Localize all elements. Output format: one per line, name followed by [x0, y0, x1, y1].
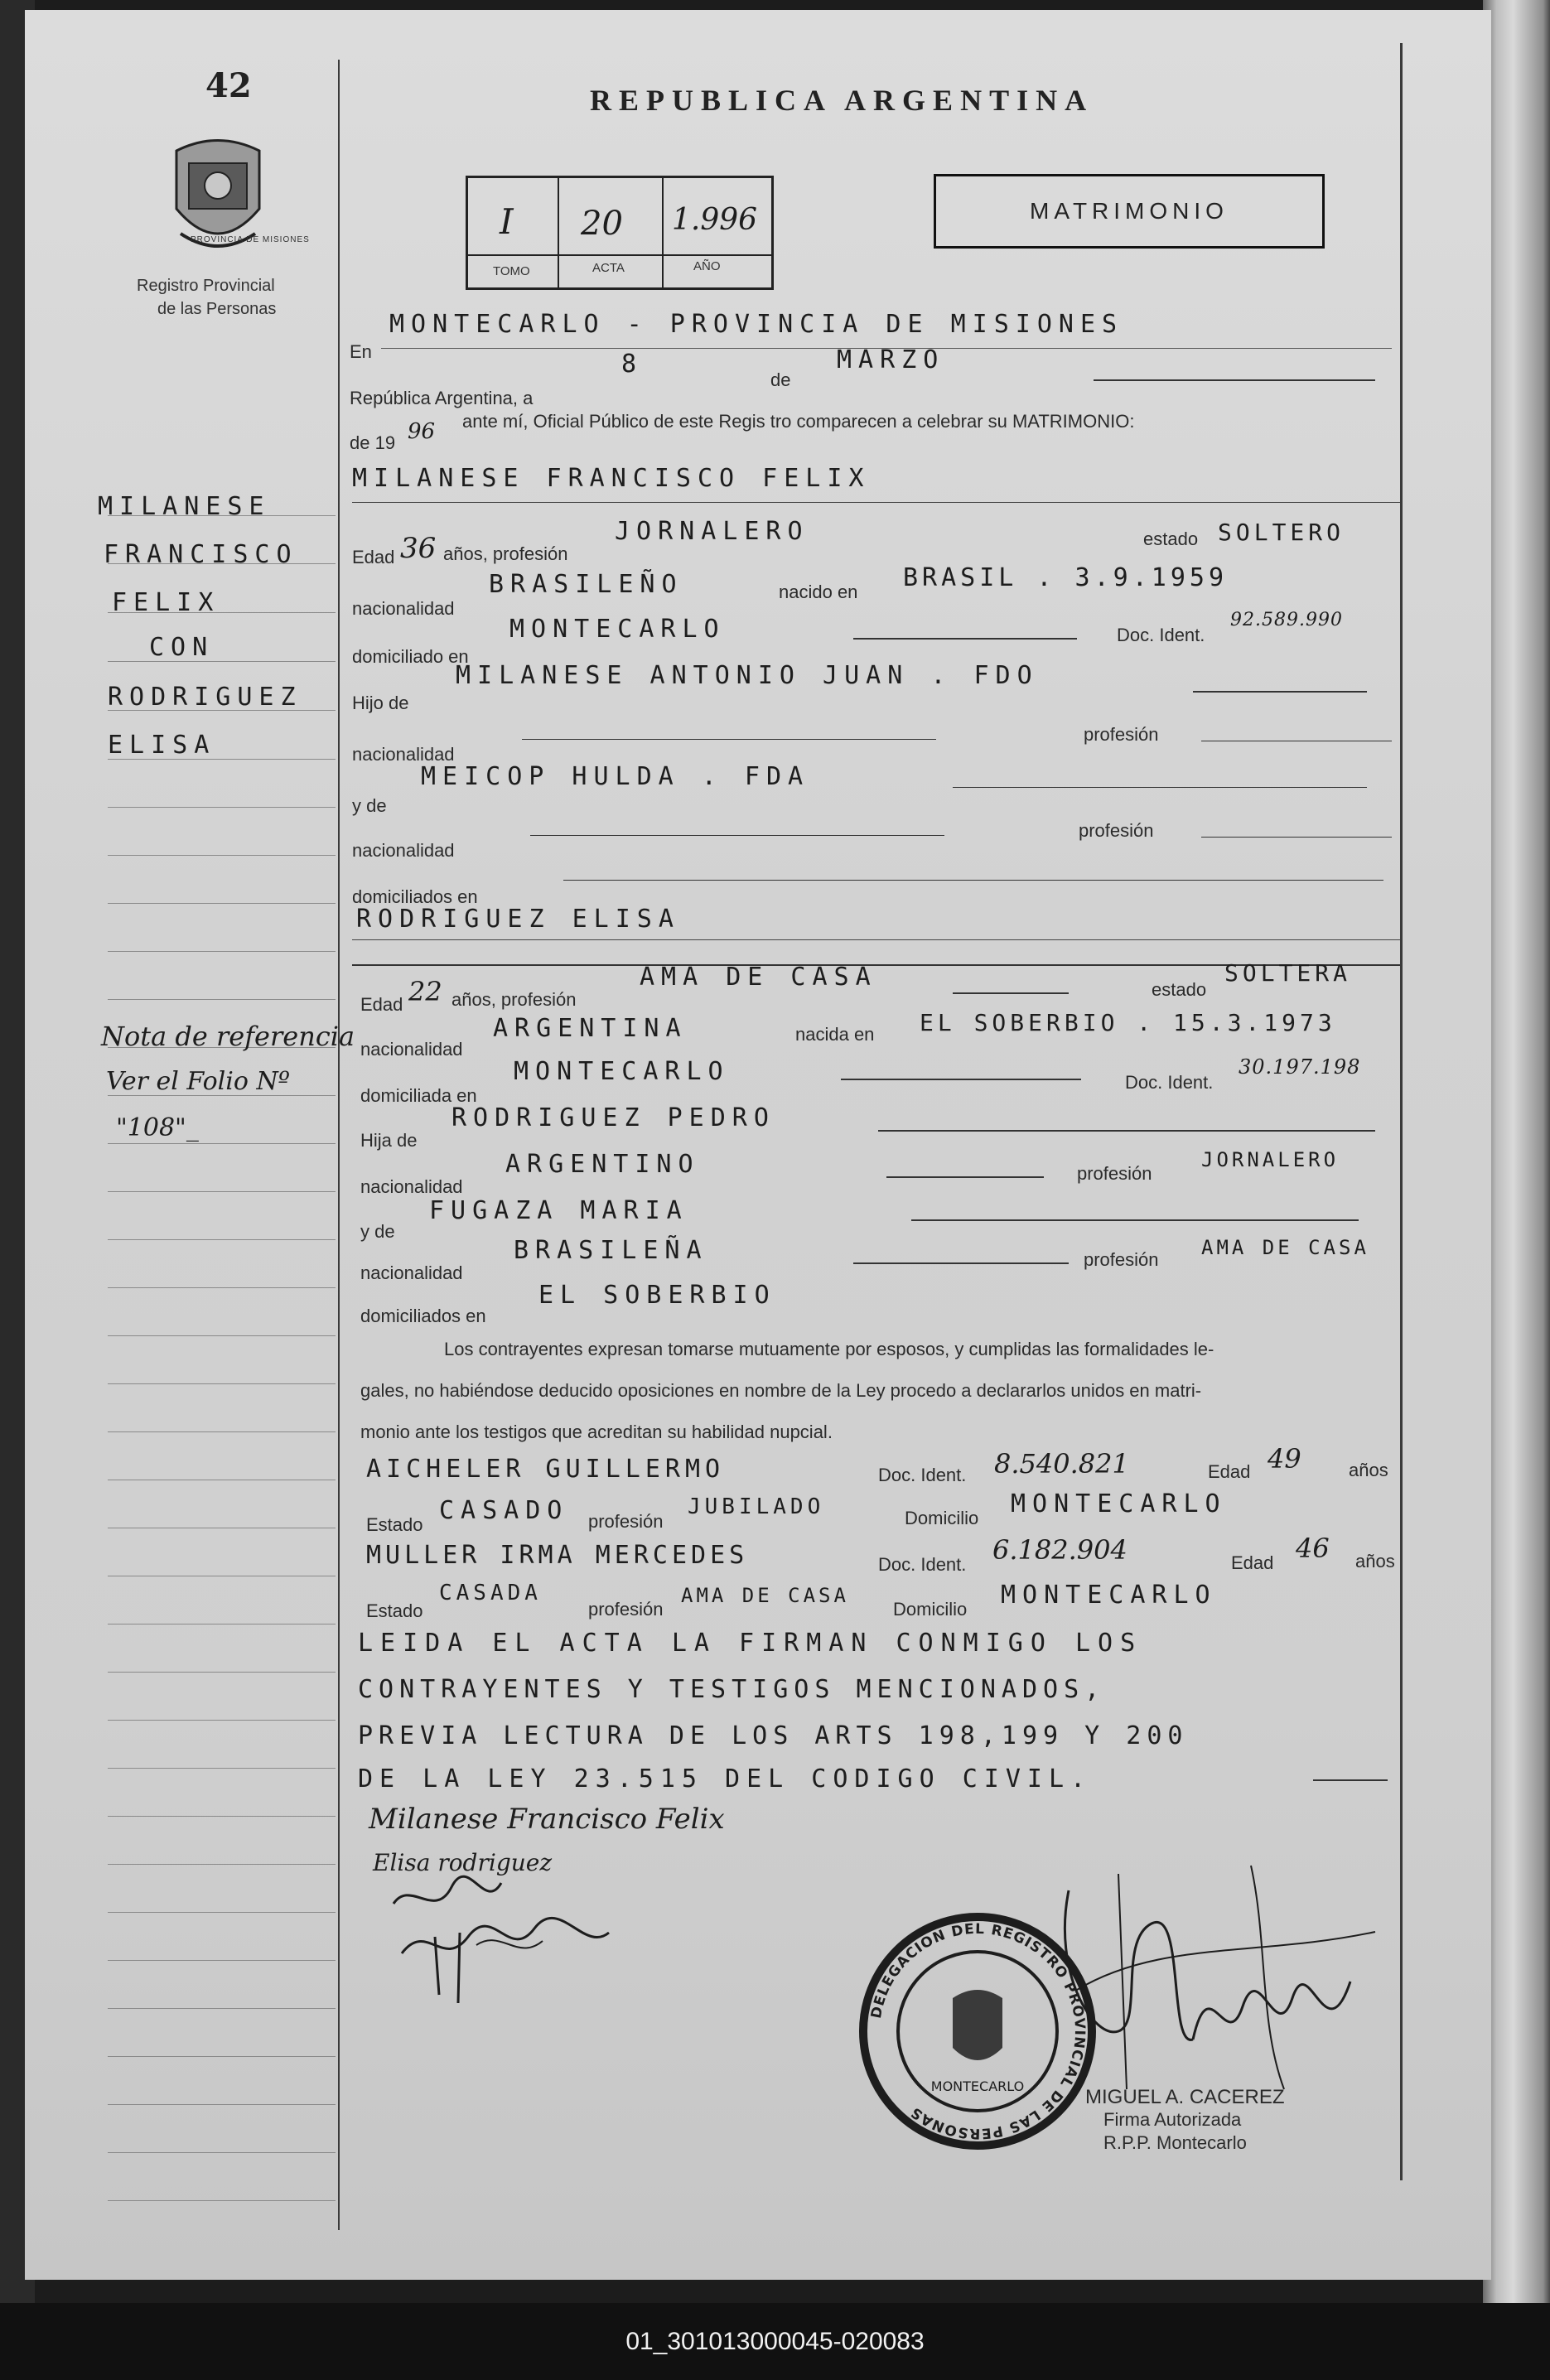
groom-domiciliados-label: domiciliados en	[352, 886, 478, 907]
official-signature-icon	[1044, 1841, 1392, 2114]
witness-1-doc: 8.540.821	[994, 1448, 1129, 1480]
year-suffix: 96	[408, 419, 436, 444]
groom-mother: MEICOP HULDA . FDA	[421, 762, 810, 791]
groom-yde-label: y de	[352, 795, 387, 816]
groom-nacionalidad-label: nacionalidad	[352, 598, 455, 619]
ano-label: AÑO	[693, 259, 721, 273]
acta-value: 20	[581, 205, 623, 243]
groom-status: SOLTERO	[1218, 519, 1345, 546]
witness-2-doc: 6.182.904	[992, 1534, 1127, 1566]
bride-mother-nacionalidad-label: nacionalidad	[360, 1262, 463, 1283]
witness-1-estado-label: Estado	[366, 1514, 423, 1535]
bride-born: EL SOBERBIO . 15.3.1973	[920, 1009, 1336, 1036]
footer-bar	[0, 2303, 1550, 2380]
bride-mother-nationality: BRASILEÑA	[514, 1236, 708, 1265]
bride-profesion-label: años, profesión	[451, 989, 577, 1010]
witness-1-status: CASADO	[439, 1496, 569, 1525]
bride-father-dash	[878, 1130, 1375, 1132]
closing-line-3: PREVIA LECTURA DE LOS ARTS 198,199 Y 200	[358, 1721, 1189, 1750]
groom-age: 36	[400, 532, 437, 565]
registry-line-1: Registro Provincial	[137, 277, 275, 295]
groom-name-line	[352, 502, 1400, 503]
witness-2-estado-label: Estado	[366, 1600, 423, 1621]
month-dash-line	[1094, 379, 1375, 381]
witness-1-anos-label: años	[1349, 1460, 1388, 1480]
declaration-line-3: monio ante los testigos que acreditan su habilidad nupcial.	[360, 1422, 833, 1442]
groom-mother-nat-line	[530, 835, 944, 836]
bride-domiciliados-label: domiciliados en	[360, 1306, 486, 1326]
next-page-edge	[1483, 0, 1550, 2303]
witness-1-domicile: MONTECARLO	[1011, 1489, 1227, 1518]
groom-nacido-label: nacido en	[779, 582, 858, 602]
groom-profession: JORNALERO	[615, 517, 809, 546]
stamp-inner-text: MONTECARLO	[930, 2078, 1025, 2094]
closing-dash	[1313, 1779, 1388, 1781]
bride-father-nacionalidad-label: nacionalidad	[360, 1176, 463, 1197]
witness-1-domicilio-label: Domicilio	[905, 1508, 979, 1528]
bride-domicilio-label: domiciliada en	[360, 1085, 477, 1106]
page-number: 42	[205, 66, 252, 105]
reference-note-1: Nota de referencia	[101, 1021, 355, 1052]
witness-1-doc-label: Doc. Ident.	[878, 1465, 967, 1485]
groom-mother-prof-line	[1201, 837, 1392, 838]
bride-profession-dash	[953, 992, 1069, 994]
registry-line-2: de las Personas	[157, 300, 277, 318]
groom-born: BRASIL . 3.9.1959	[903, 563, 1229, 592]
witness-2-status: CASADA	[439, 1581, 542, 1605]
groom-profesion-label: años, profesión	[443, 543, 568, 564]
bride-age: 22	[408, 976, 442, 1007]
ano-value: 1.996	[672, 203, 758, 237]
groom-doc: 92.589.990	[1230, 610, 1343, 630]
record-type-label: MATRIMONIO	[1030, 198, 1229, 224]
bride-domicile-dash	[841, 1079, 1081, 1080]
bride-name: RODRIGUEZ ELISA	[356, 905, 680, 934]
witness-2-domicilio-label: Domicilio	[893, 1599, 968, 1620]
bride-doc-label: Doc. Ident.	[1125, 1072, 1214, 1093]
groom-doc-label: Doc. Ident.	[1117, 625, 1205, 645]
bride-domicile: MONTECARLO	[514, 1057, 730, 1086]
bride-doc: 30.197.198	[1239, 1055, 1361, 1079]
groom-father-profesion-label: profesión	[1084, 724, 1159, 745]
bride-mother-profesion-label: profesión	[1084, 1249, 1159, 1270]
groom-father-nacionalidad-label: nacionalidad	[352, 744, 455, 765]
groom-mother-dash	[953, 787, 1367, 788]
bride-mother-profession: AMA DE CASA	[1201, 1236, 1369, 1259]
bride-nacida-label: nacida en	[795, 1024, 875, 1045]
year-prefix: de 19	[350, 432, 396, 453]
official-title: Firma Autorizada	[1103, 2109, 1242, 2130]
groom-father-dash	[1193, 691, 1367, 693]
bride-edad-label: Edad	[360, 994, 403, 1015]
witness-1-name: AICHELER GUILLERMO	[366, 1455, 726, 1484]
witness-signatures-icon	[377, 1862, 650, 2011]
groom-mother-profesion-label: profesión	[1079, 820, 1154, 841]
provincial-emblem-icon	[164, 134, 272, 267]
bride-parents-domicile: EL SOBERBIO	[538, 1281, 776, 1310]
declaration-line-2: gales, no habiéndose deducido oposiciones en nombre de la Ley procedo a declararlos unidos en matri-	[360, 1380, 1202, 1401]
place-value: MONTECARLO - PROVINCIA DE MISIONES	[389, 310, 1124, 339]
bride-name-line	[352, 939, 1400, 940]
tomo-acta-box	[466, 176, 774, 290]
reference-note-3: "108"_	[116, 1113, 199, 1142]
margin-divider-line	[338, 60, 340, 2230]
witness-1-edad-label: Edad	[1208, 1461, 1251, 1482]
tomo-divider	[468, 254, 771, 256]
bride-mother-nat-dash	[853, 1262, 1069, 1264]
bride-yde-label: y de	[360, 1221, 395, 1242]
margin-name-1: MILANESE	[98, 492, 271, 521]
margin-name-4: CON	[149, 633, 215, 662]
margin-name-5: RODRIGUEZ	[108, 683, 302, 712]
bride-status: SOLTERA	[1224, 959, 1352, 987]
official-name: MIGUEL A. CACEREZ	[1085, 2086, 1285, 2108]
bride-nationality: ARGENTINA	[493, 1014, 688, 1043]
bride-father: RODRIGUEZ PEDRO	[451, 1103, 775, 1132]
country-heading: REPUBLICA ARGENTINA	[590, 84, 1094, 117]
bride-hija-label: Hija de	[360, 1130, 418, 1151]
bride-profession: AMA DE CASA	[640, 963, 877, 992]
margin-name-3: FELIX	[112, 588, 220, 617]
republica-label: República Argentina, a	[350, 388, 534, 408]
month-value: MARZO	[837, 345, 945, 374]
register-page	[25, 10, 1491, 2280]
de-label: de	[770, 369, 791, 390]
bride-father-profesion-label: profesión	[1077, 1163, 1152, 1184]
bride-father-profession: JORNALERO	[1201, 1148, 1340, 1171]
groom-edad-label: Edad	[352, 547, 395, 567]
witness-2-edad-label: Edad	[1231, 1552, 1274, 1573]
margin-name-6: ELISA	[108, 731, 216, 760]
groom-hijo-label: Hijo de	[352, 693, 409, 713]
acta-label: ACTA	[592, 261, 625, 275]
witness-2-profesion-label: profesión	[588, 1599, 664, 1620]
reference-note-2: Ver el Folio Nº	[106, 1067, 290, 1096]
statement-text: ante mí, Oficial Público de este Regis tro comparecen a celebrar su MATRIMONIO:	[462, 411, 1135, 432]
tomo-value: I	[500, 201, 514, 242]
bride-father-nationality: ARGENTINO	[505, 1150, 700, 1179]
groom-domicilio-label: domiciliado en	[352, 646, 469, 667]
witness-1-age: 49	[1268, 1443, 1301, 1475]
groom-estado-label: estado	[1143, 529, 1199, 549]
tomo-label: TOMO	[493, 264, 530, 278]
closing-line-4: DE LA LEY 23.515 DEL CODIGO CIVIL.	[358, 1764, 1093, 1793]
witness-2-doc-label: Doc. Ident.	[878, 1554, 967, 1575]
en-label: En	[350, 341, 372, 362]
bride-estado-label: estado	[1152, 979, 1207, 1000]
witness-2-age: 46	[1296, 1533, 1330, 1564]
groom-domicile: MONTECARLO	[509, 615, 726, 644]
document-id: 01_301013000045-020083	[625, 2327, 925, 2355]
witness-2-domicile: MONTECARLO	[1001, 1581, 1217, 1610]
bride-signature: Elisa rodriguez	[373, 1849, 553, 1876]
bride-mother: FUGAZA MARIA	[429, 1196, 688, 1225]
bride-nacionalidad-label: nacionalidad	[360, 1039, 463, 1060]
right-border-line	[1400, 43, 1403, 2180]
groom-name: MILANESE FRANCISCO FELIX	[352, 464, 871, 493]
witness-1-profesion-label: profesión	[588, 1511, 664, 1532]
official-office: R.P.P. Montecarlo	[1103, 2132, 1247, 2153]
groom-mother-nacionalidad-label: nacionalidad	[352, 840, 455, 861]
groom-domicile-dash	[853, 638, 1077, 640]
bride-mother-dash	[911, 1219, 1359, 1221]
bride-father-nat-dash	[886, 1176, 1044, 1178]
groom-signature: Milanese Francisco Felix	[369, 1803, 725, 1836]
witness-2-anos-label: años	[1355, 1551, 1395, 1571]
groom-father-nat-line	[522, 739, 936, 740]
groom-nationality: BRASILEÑO	[489, 570, 683, 599]
groom-parents-domicile-line	[563, 880, 1383, 881]
witness-1-profession: JUBILADO	[688, 1494, 825, 1519]
emblem-text: PROVINCIA DE MISIONES	[191, 235, 310, 244]
witness-2-profession: AMA DE CASA	[681, 1584, 849, 1607]
record-type-box	[934, 174, 1325, 249]
closing-line-2: CONTRAYENTES Y TESTIGOS MENCIONADOS,	[358, 1675, 1106, 1704]
stamp-ring-text: DELEGACION DEL REGISTRO PROVINCIAL DE LAS PERSONAS	[867, 1920, 1089, 2142]
margin-name-2: FRANCISCO	[104, 540, 298, 569]
closing-line-1: LEIDA EL ACTA LA FIRMAN CONMIGO LOS	[358, 1629, 1143, 1658]
groom-father: MILANESE ANTONIO JUAN . FDO	[456, 661, 1039, 690]
declaration-line-1: Los contrayentes expresan tomarse mutuamente por esposos, y cumplidas las formalidades le-	[444, 1339, 1214, 1359]
witness-2-name: MULLER IRMA MERCEDES	[366, 1541, 749, 1570]
day-value: 8	[621, 350, 644, 379]
